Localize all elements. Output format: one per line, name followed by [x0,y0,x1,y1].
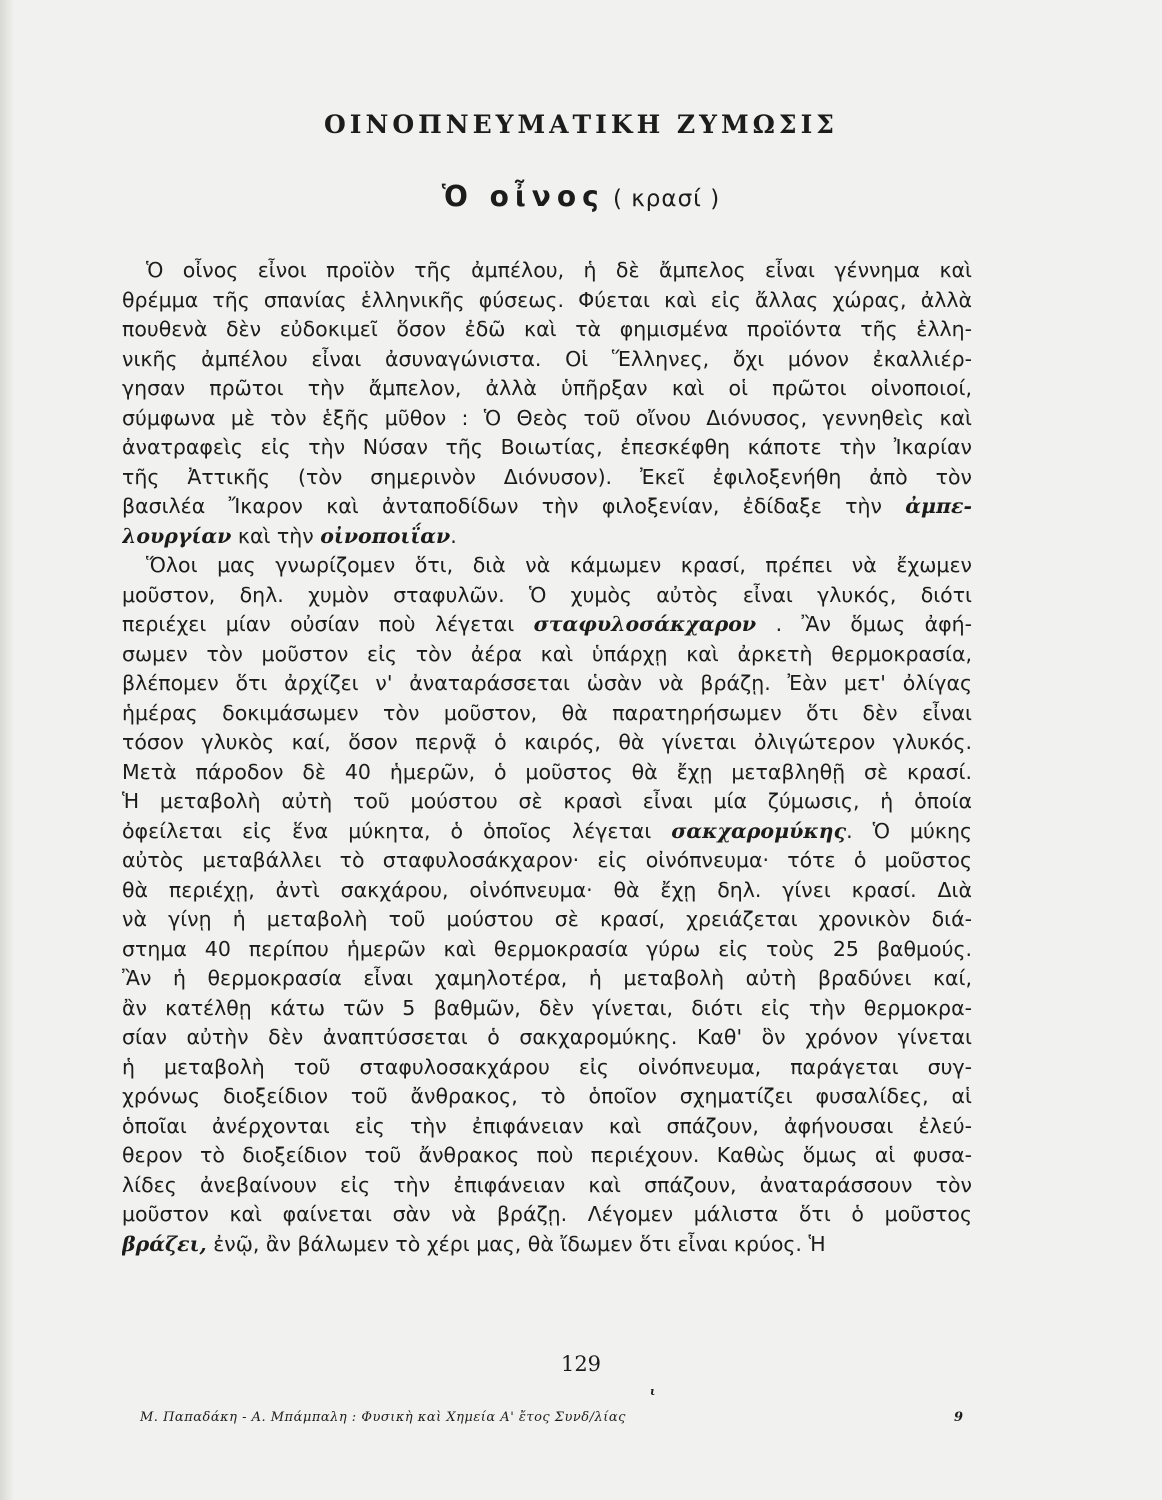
text-segment: πουθενὰ δὲν εὐδοκιμεῖ ὅσον ἐδῶ καὶ τὰ φημισμένα προϊόντα τῆς ἑλλη- [122,317,972,341]
text-line [122,315,972,345]
text-segment: λίδες ἀνεβαίνουν εἰς τὴν ἐπιφάνειαν καὶ σπάζουν, ἀναταράσσουν τὸν [122,1172,972,1197]
text-line [122,581,972,611]
text-segment: ἡ μεταβολὴ τοῦ σταφυλοσακχάρου εἰς οἰνόπνευμα, παράγεται συγ- [122,1054,972,1079]
text-line [122,817,972,847]
text-segment: βλέπομεν ὅτι ἀρχίζει ν' ἀναταράσσεται ὡσὰν νὰ βράζῃ. Ἐὰν μετ' ὀλίγας [122,671,972,695]
text-segment: περιέχει μίαν οὐσίαν ποὺ λέγεται [122,612,534,636]
key-term: οἰνοποιΐαν [320,523,451,548]
chapter-title: ΟΙΝΟΠΝΕΥΜΑΤΙΚΗ ΖΥΜΩΣΙΣ [324,110,838,139]
text-line [122,728,972,758]
footer-citation: Μ. Παπαδάκη - Α. Μπάμπαλη : Φυσικὴ καὶ Χημεία Α' ἔτος Συνδ/λίας [140,1410,626,1425]
text-segment: ἀνατραφεὶς εἰς τὴν Νύσαν τῆς Βοιωτίας, ἐπεσκέφθη κάποτε τὴν Ἰκαρίαν [122,435,972,459]
text-segment: αὐτὸς μεταβάλλει τὸ σταφυλοσάκχαρον· εἰς οἰνόπνευμα· τότε ὁ μοῦστος [122,848,972,872]
text-segment: νὰ γίνῃ ἡ μεταβολὴ τοῦ μούστου σὲ κρασί, χρειάζεται χρονικὸν διά- [122,907,972,931]
text-segment: ὀφείλεται εἰς ἕνα μύκητα, ὁ ὁποῖος λέγεται [122,818,672,843]
text-segment: Ἡ μεταβολὴ αὐτὴ τοῦ μούστου σὲ κρασὶ εἶναι μία ζύμωσις, ἡ ὁποία [122,789,972,813]
text-line [122,846,972,876]
text-segment: . Ὁ μύκης [846,818,972,843]
text-segment: νικῆς ἀμπέλου εἶναι ἀσυναγώνιστα. Οἱ Ἕλληνες, ὄχι μόνον ἐκαλλιέρ- [122,346,972,371]
text-line [122,994,972,1024]
body-text [122,256,972,1259]
text-line [122,669,972,699]
text-segment: Ὅλοι μας γνωρίζομεν ὅτι, διὰ νὰ κάμωμεν κρασί, πρέπει νὰ ἔχωμεν [146,553,972,577]
text-segment: σίαν αὐτὴν δὲν ἀναπτύσσεται ὁ σακχαρομύκης. Καθ' ὃν χρόνον γίνεται [122,1025,972,1049]
text-line [122,1082,972,1112]
text-line [122,610,972,640]
text-line [122,522,972,552]
text-segment: Μετὰ πάροδον δὲ 40 ἡμερῶν, ὁ μοῦστος θὰ ἔχῃ μεταβληθῇ σὲ κρασί. [122,759,972,784]
text-segment: θερον τὸ διοξείδιον τοῦ ἄνθρακος ποὺ περιέχουν. Καθὼς ὅμως αἱ φυσα- [122,1143,972,1167]
text-segment: ἡμέρας δοκιμάσωμεν τὸν μοῦστον, θὰ παρατηρήσωμεν ὅτι δὲν εἶναι [122,700,972,725]
text-segment: μοῦστον καὶ φαίνεται σὰν νὰ βράζῃ. Λέγομεν μάλιστα ὅτι ὁ μοῦστος [122,1202,972,1226]
section-title [0,180,1162,213]
text-segment: βασιλέα Ἴκαρον καὶ ἀνταποδίδων τὴν φιλοξενίαν, ἐδίδαξε τὴν [122,494,906,518]
text-line [122,374,972,404]
text-segment: Ὁ οἶνος εἶνοι προϊὸν τῆς ἀμπέλου, ἡ δὲ ἄμπελος εἶναι γέννημα καὶ [146,258,972,282]
text-segment: τῆς Ἀττικῆς (τὸν σημερινὸν Διόνυσον). Ἐκεῖ ἐφιλοξενήθη ἀπὸ τὸν [122,464,972,489]
text-segment: θὰ περιέχῃ, ἀντὶ σακχάρου, οἰνόπνευμα· θὰ ἔχῃ δηλ. γίνει κρασί. Διὰ [122,877,972,902]
key-term: σταφυλοσάκχαρον [533,612,757,636]
text-segment: ἐνῷ, ἂν βάλωμεν τὸ χέρι μας, θὰ ἴδωμεν ὅτι εἶναι κρύος. Ἡ [206,1231,826,1256]
section-title-main: Ὁ οἶνος [441,180,605,213]
text-line [122,1230,972,1260]
text-line [122,1023,972,1053]
text-line [122,640,972,670]
text-line [122,551,972,581]
text-line [122,1200,972,1230]
text-line [122,787,972,817]
text-line [122,433,972,463]
text-segment: γησαν πρῶτοι τὴν ἄμπελον, ἀλλὰ ὑπῆρξαν καὶ οἱ πρῶτοι οἰνοποιοί, [122,376,972,400]
text-line [122,964,972,994]
text-segment: μοῦστον, δηλ. χυμὸν σταφυλῶν. Ὁ χυμὸς αὐτὸς εἶναι γλυκός, διότι [122,582,972,607]
text-line [122,256,972,286]
text-line [122,286,972,316]
text-line [122,1141,972,1171]
text-line [122,758,972,788]
text-line [122,1171,972,1201]
text-line [122,345,972,375]
text-segment: ἂν κατέλθῃ κάτω τῶν 5 βαθμῶν, δὲν γίνεται, διότι εἰς τὴν θερμοκρα- [122,995,972,1020]
text-segment: ὁποῖαι ἀνέρχονται εἰς τὴν ἐπιφάνειαν καὶ σπάζουν, ἀφήνουσαι ἐλεύ- [122,1113,972,1138]
key-term: σακχαρομύκης [671,818,847,843]
text-segment: Ἂν ἡ θερμοκρασία εἶναι χαμηλοτέρα, ἡ μεταβολὴ αὐτὴ βραδύνει καί, [122,966,972,990]
text-segment: σωμεν τὸν μοῦστον εἰς τὸν ἀέρα καὶ ὑπάρχῃ καὶ ἀρκετὴ θερμοκρασία, [122,641,972,666]
text-segment: χρόνως διοξείδιον τοῦ ἄνθρακος, τὸ ὁποῖον σχηματίζει φυσαλίδες, αἱ [122,1084,972,1108]
key-term: λουργίαν [122,523,232,548]
page-edge [0,0,14,1500]
text-segment: θρέμμα τῆς σπανίας ἑλληνικῆς φύσεως. Φύεται καὶ εἰς ἄλλας χώρας, ἀλλὰ [122,287,972,312]
section-subtitle: ( κρασί ) [612,186,721,212]
text-segment: σύμφωνα μὲ τὸν ἑξῆς μῦθον : Ὁ Θεὸς τοῦ οἴνου Διόνυσος, γεννηθεὶς καὶ [122,405,972,430]
text-segment: . [450,523,457,548]
key-term: ἀμπε- [905,494,972,518]
signature-number: 9 [954,1410,964,1425]
text-line [122,876,972,906]
text-line [122,935,972,965]
key-term: βράζει, [122,1231,207,1256]
text-line [122,1112,972,1142]
text-line [122,492,972,522]
text-line [122,1053,972,1083]
text-segment: . Ἂν ὅμως ἀφή- [756,612,972,636]
text-segment: στημα 40 περίπου ἡμερῶν καὶ θερμοκρασία γύρω εἰς τοὺς 25 βαθμούς. [122,936,972,961]
text-segment: τόσον γλυκὸς καί, ὅσον περνᾷ ὁ καιρός, θὰ γίνεται ὀλιγώτερον γλυκός. [122,730,972,754]
text-line [122,404,972,434]
text-line [122,905,972,935]
text-segment: καὶ τὴν [231,523,321,548]
page-number: 129 [560,1352,602,1376]
footer-mark: ι [650,1385,656,1398]
text-line [122,699,972,729]
text-line [122,463,972,493]
